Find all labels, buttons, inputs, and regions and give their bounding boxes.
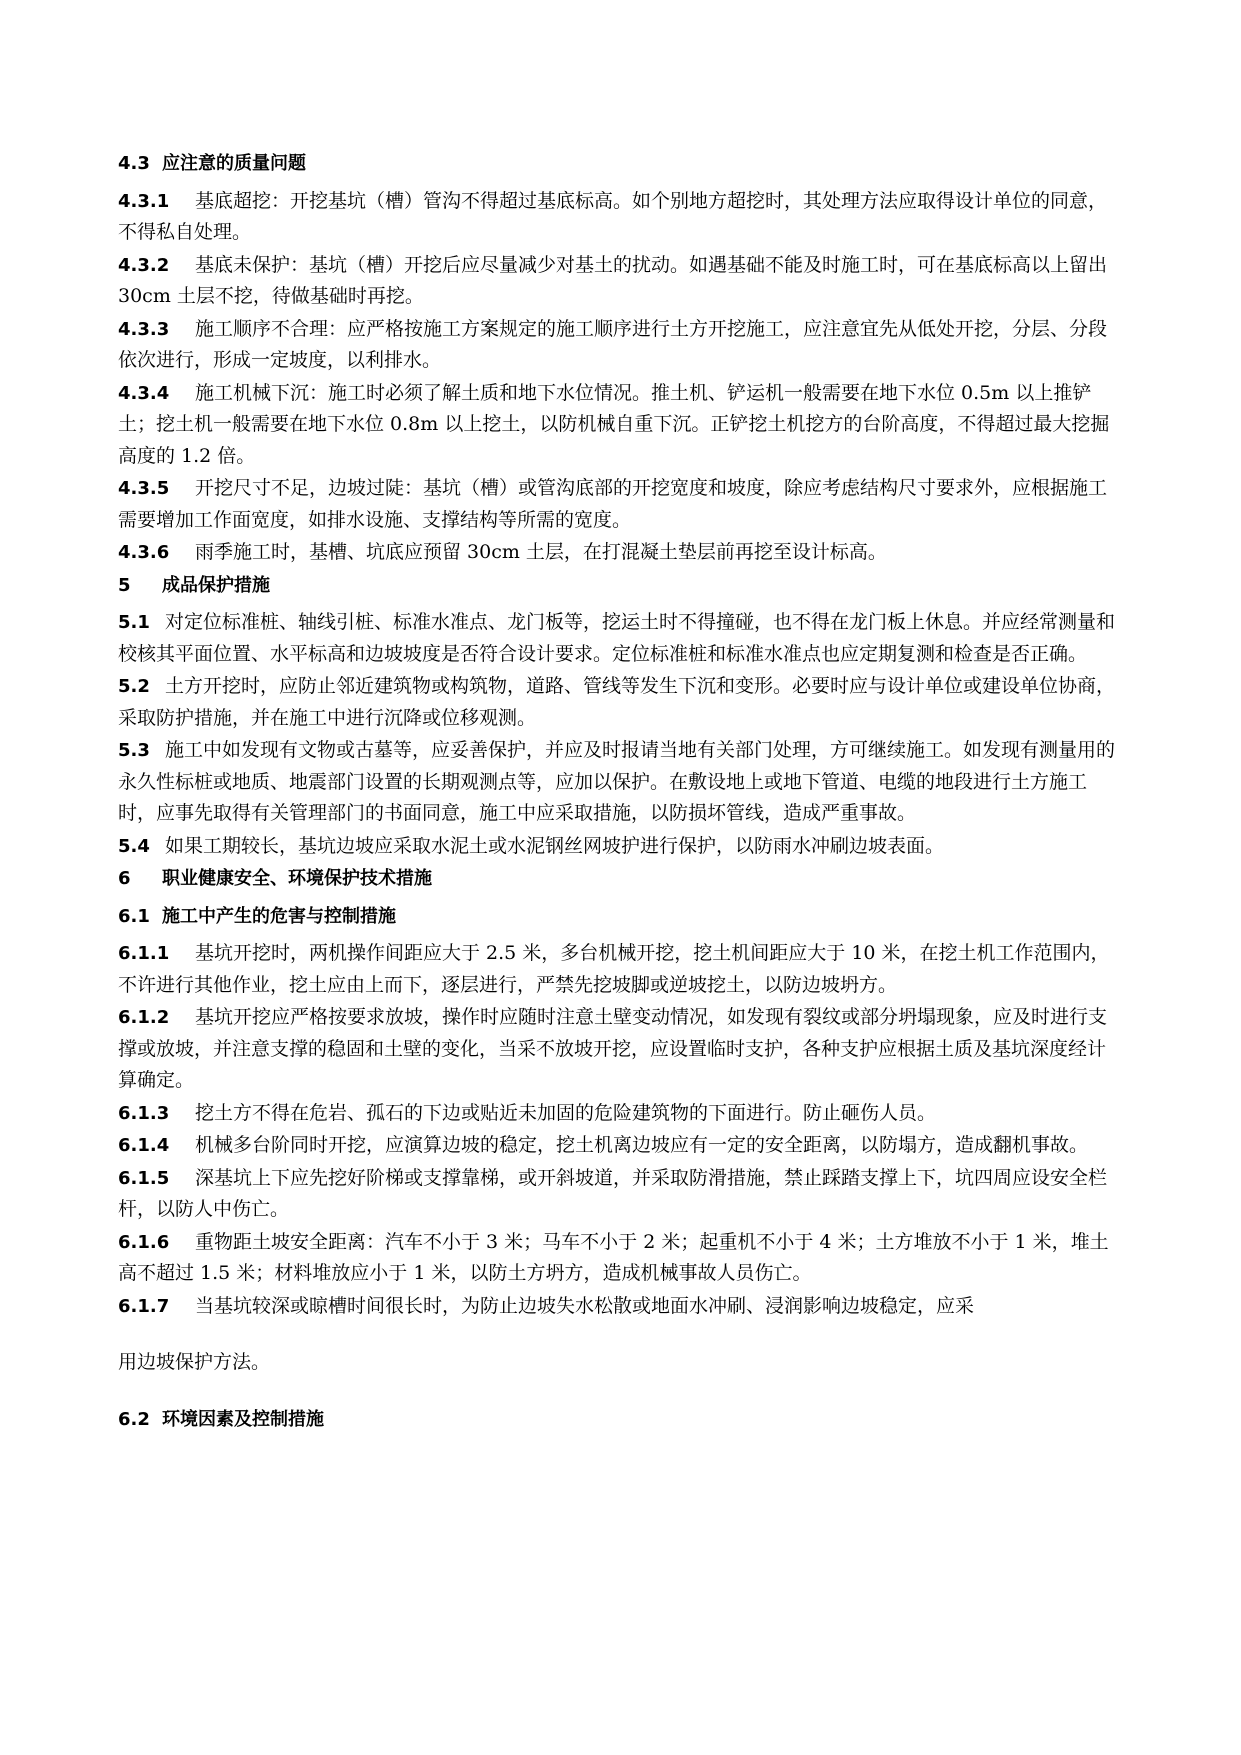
clause-6-1-4 (118, 1130, 1118, 1162)
section-number: 6 (118, 868, 131, 889)
clause-text: 雨季施工时，基槽、坑底应预留 30cm 土层，在打混凝土垫层前再挖至设计标高。 (195, 541, 887, 563)
clause-6-1-5 (118, 1163, 1118, 1226)
section-title: 职业健康安全、环境保护技术措施 (162, 868, 432, 889)
section-number: 5 (118, 574, 131, 596)
clause-text: 基底未保护：基坑（槽）开挖后应尽量减少对基土的扰动。如遇基础不能及时施工时，可在基底标高以上留出 30cm 土层不挖，待做基础时再挖。 (118, 253, 1108, 307)
clause-4-3-1 (118, 186, 1118, 249)
clause-6-1-3 (118, 1098, 1118, 1130)
clause-number: 5.2 (118, 676, 150, 697)
clause-4-3-6 (118, 537, 1118, 569)
clause-5-1 (118, 607, 1118, 670)
section-heading-6-2 (118, 1404, 1118, 1436)
clause-text: 基坑开挖时，两机操作间距应大于 2.5 米，多台机械开挖，挖土机间距应大于 10 米，在挖土机工作范围内，不许进行其他作业，挖土应由上而下，逐层进行，严禁先挖坡脚或逆坡挖土，以防边坡坍方。 (118, 942, 1110, 996)
clause-number: 6.1.6 (118, 1231, 170, 1253)
clause-6-1-7-continuation: 用边坡保护方法。 (118, 1351, 271, 1373)
spacer (118, 1323, 1118, 1347)
section-number: 6.1 (118, 905, 150, 927)
clause-number: 4.3.1 (118, 190, 170, 212)
clause-text: 挖土方不得在危岩、孤石的下边或贴近未加固的危险建筑物的下面进行。防止砸伤人员。 (195, 1101, 937, 1124)
clause-number: 4.3.5 (118, 478, 170, 499)
clause-number: 5.1 (118, 612, 150, 633)
clause-6-1-2 (118, 1002, 1118, 1097)
document-page (118, 148, 1118, 1441)
clause-number: 4.3.6 (118, 542, 170, 563)
clause-4-3-4 (118, 378, 1118, 473)
clause-text: 深基坑上下应先挖好阶梯或支撑靠梯，或开斜坡道，并采取防滑措施，禁止踩踏支撑上下，坑四周应设安全栏杆，以防人中伤亡。 (118, 1166, 1108, 1220)
section-title: 成品保护措施 (162, 574, 270, 596)
section-number: 4.3 (118, 153, 150, 174)
section-heading-6 (118, 863, 1118, 895)
clause-text: 如果工期较长，基坑边坡应采取水泥土或水泥钢丝网坡护进行保护，以防雨水冲刷边坡表面。 (165, 834, 945, 857)
clause-number: 5.3 (118, 740, 150, 761)
section-title: 施工中产生的危害与控制措施 (162, 905, 396, 927)
clause-5-3 (118, 735, 1118, 830)
section-heading-4-3 (118, 148, 1118, 180)
clause-4-3-2 (118, 250, 1118, 313)
clause-5-2 (118, 671, 1118, 734)
section-title: 应注意的质量问题 (162, 153, 306, 174)
clause-text: 对定位标准桩、轴线引桩、标准水准点、龙门板等，挖运土时不得撞碰，也不得在龙门板上休息。并应经常测量和校核其平面位置、水平标高和边坡坡度是否符合设计要求。定位标准桩和标准水准点也应定期复测和检查是否正确。 (118, 611, 1116, 665)
clause-number: 6.1.2 (118, 1007, 170, 1028)
section-number: 6.2 (118, 1408, 150, 1430)
clause-text: 基底超挖：开挖基坑（槽）管沟不得超过基底标高。如个别地方超挖时，其处理方法应取得设计单位的同意，不得私自处理。 (118, 189, 1108, 243)
clause-number: 6.1.1 (118, 943, 170, 964)
clause-text: 施工中如发现有文物或古墓等，应妥善保护，并应及时报请当地有关部门处理，方可继续施工。如发现有测量用的永久性标桩或地质、地震部门设置的长期观测点等，应加以保护。在敷设地上或地下管道、电缆的地段进行土方施工时，应事先取得有关管理部门的书面同意，施工中应采取措施，以防损坏管线，造成严重事故。 (118, 739, 1116, 824)
clause-text: 机械多台阶同时开挖，应演算边坡的稳定，挖土机离边坡应有一定的安全距离，以防塌方，造成翻机事故。 (195, 1134, 1089, 1156)
clause-4-3-3 (118, 314, 1118, 377)
section-title: 环境因素及控制措施 (162, 1408, 324, 1430)
clause-number: 4.3.3 (118, 318, 170, 340)
clause-6-1-7 (118, 1291, 1118, 1323)
clause-number: 4.3.2 (118, 254, 170, 276)
clause-5-4 (118, 831, 1118, 863)
clause-6-1-1 (118, 938, 1118, 1001)
clause-number: 6.1.7 (118, 1295, 170, 1317)
clause-number: 6.1.5 (118, 1167, 170, 1189)
clause-text: 基坑开挖应严格按要求放坡，操作时应随时注意土壁变动情况，如发现有裂纹或部分坍塌现象，应及时进行支撑或放坡，并注意支撑的稳固和土壁的变化，当采不放坡开挖，应设置临时支护，各种支护应根据土质及基坑深度经计算确定。 (118, 1006, 1108, 1091)
section-heading-6-1 (118, 901, 1118, 933)
clause-text: 开挖尺寸不足，边坡过陡：基坑（槽）或管沟底部的开挖宽度和坡度，除应考虑结构尺寸要求外，应根据施工需要增加工作面宽度，如排水设施、支撑结构等所需的宽度。 (118, 477, 1108, 531)
clause-number: 6.1.3 (118, 1102, 170, 1124)
clause-text: 施工机械下沉：施工时必须了解土质和地下水位情况。推土机、铲运机一般需要在地下水位 0.5m 以上推铲土；挖土机一般需要在地下水位 0.8m 以上挖土，以防机械自重下沉。正铲挖土机挖方的台阶高度，不得超过最大挖掘高度的 1.2 倍。 (118, 381, 1110, 467)
clause-text: 土方开挖时，应防止邻近建筑物或构筑物，道路、管线等发生下沉和变形。必要时应与设计单位或建设单位协商，采取防护措施，并在施工中进行沉降或位移观测。 (118, 675, 1116, 729)
clause-text: 重物距土坡安全距离：汽车不小于 3 米；马车不小于 2 米；起重机不小于 4 米；土方堆放不小于 1 米，堆土高不超过 1.5 米；材料堆放应小于 1 米，以防土方坍方，造成机械事故人员伤亡。 (118, 1230, 1109, 1284)
spacer (118, 1380, 1118, 1404)
clause-number: 6.1.4 (118, 1135, 170, 1156)
clause-4-3-5 (118, 473, 1118, 536)
clause-text: 当基坑较深或晾槽时间很长时，为防止边坡失水松散或地面水冲刷、浸润影响边坡稳定，应采 (195, 1294, 975, 1317)
section-heading-5 (118, 570, 1118, 602)
clause-6-1-6 (118, 1227, 1118, 1290)
clause-number: 5.4 (118, 835, 150, 857)
clause-text: 施工顺序不合理：应严格按施工方案规定的施工顺序进行土方开挖施工，应注意宜先从低处开挖，分层、分段依次进行，形成一定坡度，以利排水。 (118, 317, 1108, 371)
clause-number: 4.3.4 (118, 382, 170, 404)
